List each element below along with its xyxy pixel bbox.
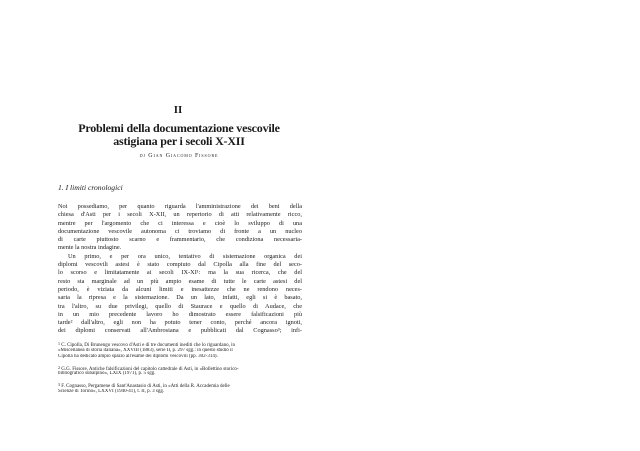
- section-heading: 1. I limiti cronologici: [58, 183, 123, 192]
- author-byline: [56, 153, 302, 159]
- text-line: di carte piuttosto scarno e frammentario, che condiziona necessaria-: [58, 236, 302, 244]
- text-line: tra l'altro, su due privilegi, quello di Staurace e quello di Audace, che: [58, 302, 302, 310]
- body-text: [58, 203, 302, 336]
- text-line: Noi possediamo, per quanto riguarda l'amministrazione dei beni della: [58, 203, 302, 210]
- footnote-line: Scienze di Torino», LXXVI (1940-41), t. II, p. 3 sgg.: [58, 388, 165, 394]
- footnote-text: G.G. Fissore, Antiche falsificazioni del capitolo cattedrale di Asti, in «Bollettino storico-: [61, 366, 239, 372]
- paragraph: [58, 203, 302, 253]
- text-line: tarde² dall'altro, egli non ha potuto tener conto, perché ancora ignoti,: [58, 319, 302, 327]
- text-line: periodo, è viziata da alcuni limiti e inesattezze che ne rendono neces-: [58, 285, 302, 293]
- author-name: Gian Giacomo Fissore: [148, 153, 219, 159]
- footnote-line: bibliografico subalpino», LXIX (1971), p. 5 sgg.: [58, 371, 156, 377]
- text-line: resto sta marginale ad un più ampio esame di tutte le carte astesi del: [58, 277, 302, 285]
- footnote-line: Cipolla ha dedicato ampio spazio all'esame dei diplomi vescovili (pp. 302-314).: [58, 354, 218, 360]
- footnote-text: C. Cipolla, Di Brunengo vescovo d'Asti e di tre documenti inediti che lo riguardano, in: [61, 343, 236, 348]
- text-line: lo scorso e limitatamente ai secoli IX-XI¹: ma la sua ricerca, che del: [58, 269, 302, 277]
- footnote-line: [58, 341, 302, 348]
- footnote-line: [58, 382, 302, 389]
- footnote-line: «Miscellanea di storia italiana», XXVIII (1883), serie II, p. 297 sgg.: in questo studio il: [58, 347, 233, 353]
- chapter-title-line: Problemi della documentazione vescovile: [78, 121, 280, 135]
- text-line: in un mio precedente lavoro ho dimostrato essere falsificazioni più: [58, 310, 302, 318]
- paragraph: [58, 253, 302, 336]
- text-line: saria la ripresa e la sistemazione. Da un lato, infatti, egli si è basato,: [58, 294, 302, 302]
- byline-prefix: di: [139, 153, 146, 159]
- text-line: mentre per l'argomento che ci interessa e cioè lo sviluppo di una: [58, 219, 302, 227]
- footnote-line: [58, 365, 302, 372]
- text-line: chiesa d'Asti per i secoli X-XII, un repertorio di atti relativamente ricco,: [58, 211, 302, 219]
- chapter-title-line: astigiana per i secoli X-XII: [113, 134, 245, 148]
- chapter-number: II: [173, 104, 183, 116]
- text-line: dei diplomi conservati all'Ambrosiana e pubblicati dal Cognasso³; infi-: [58, 327, 302, 335]
- footnote: [58, 382, 302, 395]
- chapter-title: [56, 122, 302, 148]
- text-line: diplomi vescovili astesi è stato compiuto dal Cipolla alla fine del seco-: [58, 261, 302, 269]
- text-line: documentazione vescovile autonoma ci troviamo di fronte a un nucleo: [58, 227, 302, 235]
- text-line: mente la nostra indagine.: [58, 244, 122, 252]
- footnote-number: 3: [58, 381, 60, 387]
- footnote: [58, 341, 302, 361]
- text-line: Un primo, e per ora unico, tentativo di sistemazione organica dei: [68, 252, 302, 260]
- footnote-number: 1: [58, 341, 60, 346]
- footnote-number: 2: [58, 364, 60, 370]
- footnote-text: F. Cognasso, Pergamene di Sant'Anastasio di Asti, in «Atti della R. Accademia delle: [61, 383, 230, 389]
- footnote: [58, 365, 302, 378]
- footnotes: [58, 341, 302, 395]
